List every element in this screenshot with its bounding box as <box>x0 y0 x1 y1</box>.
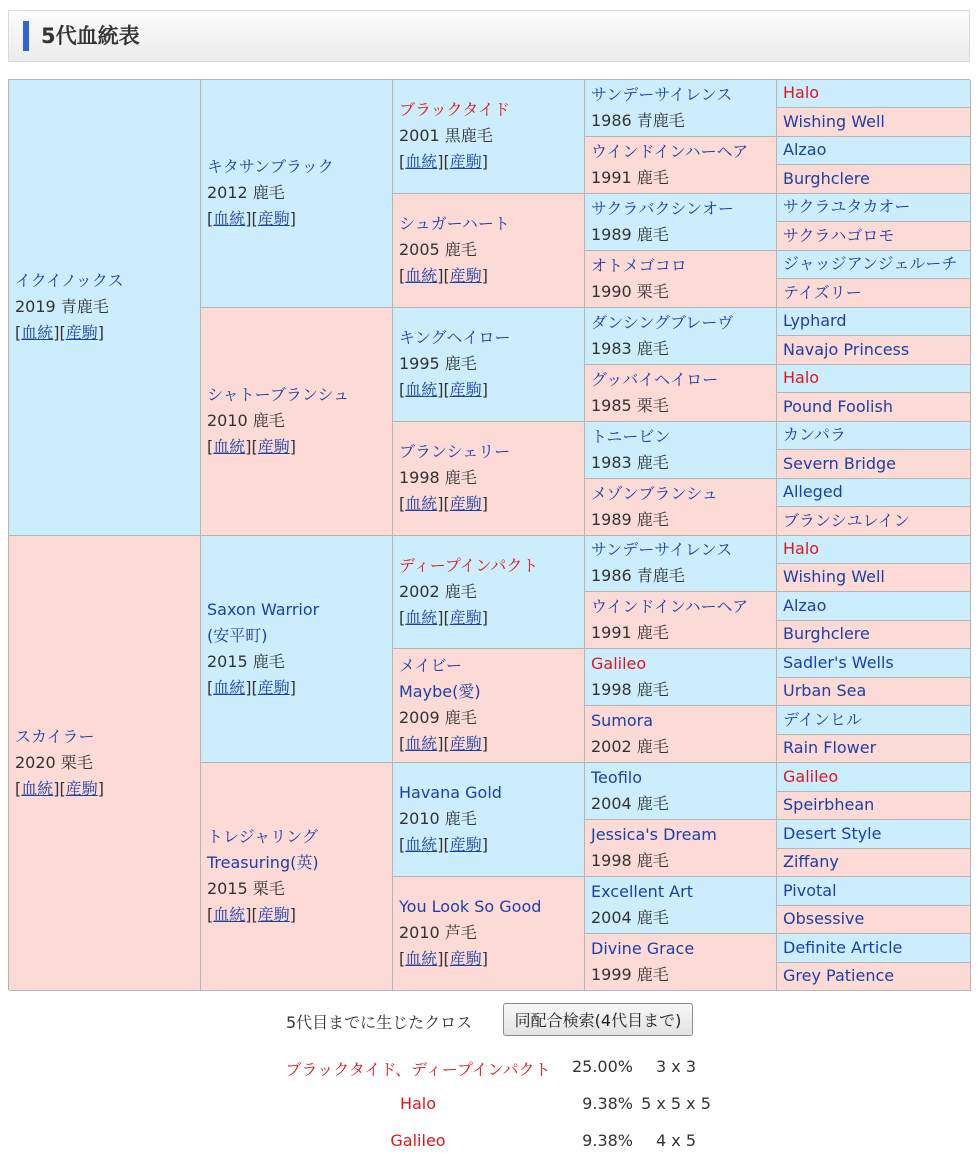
horse-name-link[interactable]: メイビー <box>399 656 463 675</box>
pedigree-cell-gen5 <box>777 735 971 763</box>
offspring-link[interactable]: 産駒 <box>449 266 482 285</box>
horse-name-link[interactable]: Definite Article <box>783 938 903 957</box>
horse-name-link[interactable]: Halo <box>783 368 820 387</box>
horse-info: 2005 鹿毛 <box>399 240 477 259</box>
horse-name-link[interactable]: キングヘイロー <box>399 328 511 347</box>
page-title: 5代血統表 <box>41 24 140 48</box>
horse-name-link[interactable]: Havana Gold <box>399 783 502 802</box>
horse-name-sub[interactable]: Maybe(愛) <box>399 682 481 701</box>
same-breeding-search-button[interactable]: 同配合検索(4代目まで) <box>503 1003 693 1036</box>
pedigree-link[interactable]: 血統 <box>21 779 54 798</box>
pedigree-cell-gen5 <box>777 763 971 792</box>
horse-info: 2002 鹿毛 <box>591 737 669 756</box>
pedigree-cell-gen5 <box>777 137 971 165</box>
offspring-link[interactable]: 産駒 <box>449 152 482 171</box>
pedigree-cell-gen4 <box>585 536 777 592</box>
section-header <box>8 10 970 62</box>
horse-name-link[interactable]: サンデーサイレンス <box>591 85 733 104</box>
pedigree-cell-gen5 <box>777 621 971 649</box>
horse-info: 2010 鹿毛 <box>399 809 477 828</box>
horse-name-link[interactable]: Halo <box>783 83 820 102</box>
cross-percentage: 9.38% <box>582 1094 633 1113</box>
pedigree-cell-gen4 <box>585 308 777 365</box>
horse-info: 2010 芦毛 <box>399 923 477 942</box>
horse-info: 2004 鹿毛 <box>591 908 669 927</box>
horse-name-link[interactable]: Sumora <box>591 711 654 730</box>
offspring-link[interactable]: 産駒 <box>65 779 98 798</box>
horse-name-link[interactable]: Pound Foolish <box>783 397 893 416</box>
horse-name-link[interactable]: You Look So Good <box>399 897 542 916</box>
horse-name-link[interactable]: トニービン <box>591 427 671 446</box>
pedigree-cell-gen5 <box>777 792 971 820</box>
pedigree-cell-gen3 <box>393 877 585 991</box>
pedigree-cell-gen5 <box>777 963 971 991</box>
horse-name-link[interactable]: デインヒル <box>783 710 862 729</box>
horse-name-link[interactable]: Obsessive <box>783 909 865 928</box>
offspring-link[interactable]: 産駒 <box>449 608 482 627</box>
horse-info: 2020 栗毛 <box>15 753 93 772</box>
horse-name-link[interactable]: Speirbhean <box>783 795 875 814</box>
horse-name-link[interactable]: トレジャリング <box>207 827 318 846</box>
cross-pattern: 4 x 5 <box>656 1131 696 1150</box>
offspring-link[interactable]: 産駒 <box>449 494 482 513</box>
horse-name-link[interactable]: Wishing Well <box>783 567 885 586</box>
horse-name-link[interactable]: ブラックタイド <box>399 100 511 119</box>
cross-pattern: 3 x 3 <box>656 1057 696 1076</box>
horse-name-link[interactable]: メゾンブランシュ <box>591 484 718 503</box>
horse-name-link[interactable]: Sadler's Wells <box>783 653 894 672</box>
horse-name-link[interactable]: Saxon Warrior <box>207 600 320 619</box>
pedigree-cell-gen5 <box>777 906 971 934</box>
cross-horse-link[interactable]: ブラックタイド、ディープインパクト <box>285 1060 551 1079</box>
horse-links: [血統][産駒] <box>399 949 489 968</box>
horse-info: 1986 青鹿毛 <box>591 111 685 130</box>
pedigree-cell-gen4 <box>585 365 777 422</box>
horse-name-link[interactable]: スカイラー <box>15 727 95 746</box>
pedigree-cell-gen5 <box>777 678 971 706</box>
pedigree-cell-gen2 <box>201 308 393 536</box>
pedigree-cell-gen5 <box>777 422 971 450</box>
offspring-link[interactable]: 産駒 <box>449 734 482 753</box>
cross-label: 5代目までに生じたクロス <box>286 1013 473 1032</box>
horse-info: 2010 鹿毛 <box>207 411 285 430</box>
horse-name-link[interactable]: Halo <box>783 539 820 558</box>
pedigree-cell-gen5 <box>777 536 971 564</box>
horse-info: 2004 鹿毛 <box>591 794 669 813</box>
pedigree-cell-gen5 <box>777 564 971 592</box>
horse-name-link[interactable]: Jessica's Dream <box>591 825 717 844</box>
pedigree-link[interactable]: 血統 <box>21 323 54 342</box>
horse-links: [血統][産駒] <box>207 209 297 228</box>
pedigree-cell-gen4 <box>585 649 777 706</box>
pedigree-cell-gen3 <box>393 194 585 308</box>
horse-links: [血統][産駒] <box>207 678 297 697</box>
pedigree-cell-gen2 <box>201 536 393 763</box>
pedigree-cell-gen5 <box>777 308 971 336</box>
horse-name-link[interactable]: Urban Sea <box>783 681 867 700</box>
pedigree-cell-gen4 <box>585 422 777 479</box>
horse-info: 1991 鹿毛 <box>591 168 669 187</box>
horse-name-sub[interactable]: (安平町) <box>207 626 268 645</box>
horse-info: 1998 鹿毛 <box>399 468 477 487</box>
cross-percentage: 25.00% <box>571 1057 633 1076</box>
pedigree-link[interactable]: 血統 <box>405 380 438 399</box>
horse-info: 2009 鹿毛 <box>399 708 477 727</box>
pedigree-link[interactable]: 血統 <box>405 734 438 753</box>
pedigree-cell-gen4 <box>585 137 777 194</box>
horse-info: 1998 鹿毛 <box>591 851 669 870</box>
pedigree-cell-gen1 <box>9 80 201 536</box>
horse-name-link[interactable]: Lyphard <box>783 311 847 330</box>
cross-percentage: 9.38% <box>582 1131 633 1150</box>
pedigree-cell-gen5 <box>777 877 971 906</box>
horse-name-link[interactable]: サンデーサイレンス <box>591 540 733 559</box>
pedigree-cell-gen5 <box>777 393 971 422</box>
pedigree-cell-gen3 <box>393 763 585 877</box>
horse-links: [血統][産駒] <box>399 835 489 854</box>
horse-name-link[interactable]: Ziffany <box>783 852 839 871</box>
pedigree-link[interactable]: 血統 <box>405 949 438 968</box>
pedigree-cell-gen4 <box>585 80 777 137</box>
horse-info: 2012 鹿毛 <box>207 183 285 202</box>
pedigree-link[interactable]: 血統 <box>405 608 438 627</box>
pedigree-cell-gen4 <box>585 763 777 820</box>
pedigree-cell-gen5 <box>777 251 971 279</box>
horse-name-link[interactable]: Grey Patience <box>783 966 895 985</box>
horse-links: [血統][産駒] <box>207 905 297 924</box>
horse-name-link[interactable]: Pivotal <box>783 881 837 900</box>
horse-name-link[interactable]: テイズリー <box>783 283 862 302</box>
pedigree-cell-gen2 <box>201 763 393 991</box>
offspring-link[interactable]: 産駒 <box>257 905 290 924</box>
pedigree-cell-gen3 <box>393 422 585 536</box>
horse-info: 2002 鹿毛 <box>399 582 477 601</box>
pedigree-cell-gen3 <box>393 536 585 649</box>
horse-links: [血統][産駒] <box>399 380 489 399</box>
horse-info: 2015 鹿毛 <box>207 652 285 671</box>
horse-name-link[interactable]: Desert Style <box>783 824 882 843</box>
cross-horse-link[interactable]: Galileo <box>390 1131 446 1150</box>
pedigree-cell-gen5 <box>777 165 971 194</box>
horse-name-link[interactable]: ダンシングブレーヴ <box>591 313 734 332</box>
offspring-link[interactable]: 産駒 <box>257 678 290 697</box>
horse-links: [血統][産駒] <box>15 323 105 342</box>
horse-name-link[interactable]: Severn Bridge <box>783 454 896 473</box>
pedigree-cell-gen5 <box>777 849 971 877</box>
horse-info: 1991 鹿毛 <box>591 623 669 642</box>
horse-info: 2019 青鹿毛 <box>15 297 109 316</box>
pedigree-cell-gen3 <box>393 308 585 422</box>
horse-info: 2015 栗毛 <box>207 879 285 898</box>
pedigree-cell-gen3 <box>393 80 585 194</box>
pedigree-link[interactable]: 血統 <box>213 905 246 924</box>
pedigree-cell-gen5 <box>777 222 971 251</box>
pedigree-cell-gen4 <box>585 820 777 877</box>
pedigree-link[interactable]: 血統 <box>213 678 246 697</box>
pedigree-cell-gen4 <box>585 194 777 251</box>
horse-name-link[interactable]: ジャッジアンジェルーチ <box>783 254 958 273</box>
horse-name-link[interactable]: Navajo Princess <box>783 340 910 359</box>
pedigree-cell-gen4 <box>585 934 777 991</box>
offspring-link[interactable]: 産駒 <box>257 437 290 456</box>
pedigree-table <box>8 79 970 990</box>
horse-links: [血統][産駒] <box>15 779 105 798</box>
horse-name-link[interactable]: サクラユタカオー <box>783 197 911 216</box>
pedigree-cell-gen5 <box>777 934 971 963</box>
horse-name-link[interactable]: Alleged <box>783 482 843 501</box>
horse-name-link[interactable]: ディープインパクト <box>399 556 539 575</box>
horse-name-link[interactable]: Galileo <box>591 654 647 673</box>
pedigree-cell-gen5 <box>777 279 971 308</box>
offspring-link[interactable]: 産駒 <box>449 380 482 399</box>
horse-info: 1983 鹿毛 <box>591 453 669 472</box>
horse-info: 1989 鹿毛 <box>591 225 669 244</box>
horse-name-link[interactable]: Burghclere <box>783 624 870 643</box>
horse-name-link[interactable]: ウインドインハーヘア <box>591 597 749 616</box>
pedigree-cell-gen5 <box>777 194 971 222</box>
horse-info: 1986 青鹿毛 <box>591 566 685 585</box>
header-accent-bar <box>23 21 29 51</box>
horse-info: 1998 鹿毛 <box>591 680 669 699</box>
horse-name-link[interactable]: サクラバクシンオー <box>591 199 734 218</box>
horse-info: 1995 鹿毛 <box>399 354 477 373</box>
horse-name-link[interactable]: Teofilo <box>591 768 642 787</box>
horse-info: 1983 鹿毛 <box>591 339 669 358</box>
horse-name-link[interactable]: ブランシェリー <box>399 442 511 461</box>
horse-info: 1990 栗毛 <box>591 282 669 301</box>
pedigree-cell-gen1 <box>9 536 201 991</box>
pedigree-cell-gen4 <box>585 877 777 934</box>
horse-name-link[interactable]: ブランシユレイン <box>783 511 910 530</box>
pedigree-cell-gen2 <box>201 80 393 308</box>
offspring-link[interactable]: 産駒 <box>257 209 290 228</box>
horse-links: [血統][産駒] <box>399 608 489 627</box>
horse-name-link[interactable]: グッバイヘイロー <box>591 370 719 389</box>
horse-name-link[interactable]: Alzao <box>783 140 827 159</box>
horse-info: 1989 鹿毛 <box>591 510 669 529</box>
horse-links: [血統][産駒] <box>399 494 489 513</box>
pedigree-link[interactable]: 血統 <box>213 437 246 456</box>
offspring-link[interactable]: 産駒 <box>65 323 98 342</box>
horse-name-link[interactable]: Alzao <box>783 596 827 615</box>
horse-info: 1999 鹿毛 <box>591 965 669 984</box>
horse-links: [血統][産駒] <box>399 734 489 753</box>
pedigree-cell-gen4 <box>585 592 777 649</box>
horse-name-link[interactable]: カンパラ <box>783 425 846 444</box>
pedigree-cell-gen3 <box>393 649 585 763</box>
pedigree-link[interactable]: 血統 <box>405 152 438 171</box>
horse-links: [血統][産駒] <box>399 152 489 171</box>
horse-name-link[interactable]: Rain Flower <box>783 738 877 757</box>
pedigree-cell-gen4 <box>585 706 777 763</box>
pedigree-cell-gen5 <box>777 507 971 536</box>
horse-links: [血統][産駒] <box>399 266 489 285</box>
pedigree-link[interactable]: 血統 <box>405 835 438 854</box>
pedigree-cell-gen5 <box>777 336 971 365</box>
pedigree-cell-gen5 <box>777 592 971 621</box>
horse-name-link[interactable]: ウインドインハーヘア <box>591 142 749 161</box>
pedigree-cell-gen5 <box>777 649 971 678</box>
horse-name-link[interactable]: シュガーハート <box>399 214 510 233</box>
pedigree-link[interactable]: 血統 <box>405 266 438 285</box>
horse-name-link[interactable]: サクラハゴロモ <box>783 226 895 245</box>
horse-name-link[interactable]: イクイノックス <box>15 271 124 290</box>
horse-info: 1985 栗毛 <box>591 396 669 415</box>
pedigree-cell-gen5 <box>777 820 971 849</box>
cross-horse-link[interactable]: Halo <box>399 1094 437 1113</box>
horse-info: 2001 黒鹿毛 <box>399 126 493 145</box>
horse-name-sub[interactable]: Treasuring(英) <box>207 853 319 872</box>
pedigree-cell-gen4 <box>585 479 777 536</box>
horse-name-link[interactable]: Burghclere <box>783 169 870 188</box>
pedigree-cell-gen5 <box>777 80 971 108</box>
horse-name-link[interactable]: Wishing Well <box>783 112 885 131</box>
horse-name-link[interactable]: オトメゴコロ <box>591 256 687 275</box>
pedigree-link[interactable]: 血統 <box>405 494 438 513</box>
pedigree-link[interactable]: 血統 <box>213 209 246 228</box>
horse-name-link[interactable]: キタサンブラック <box>207 157 334 176</box>
pedigree-cell-gen5 <box>777 365 971 393</box>
horse-name-link[interactable]: シャトーブランシュ <box>207 385 350 404</box>
offspring-link[interactable]: 産駒 <box>449 949 482 968</box>
offspring-link[interactable]: 産駒 <box>449 835 482 854</box>
cross-pattern: 5 x 5 x 5 <box>641 1094 711 1113</box>
pedigree-cell-gen5 <box>777 479 971 507</box>
horse-name-link[interactable]: Divine Grace <box>591 939 695 958</box>
horse-links: [血統][産駒] <box>207 437 297 456</box>
pedigree-cell-gen5 <box>777 108 971 137</box>
horse-name-link[interactable]: Excellent Art <box>591 882 693 901</box>
pedigree-cell-gen5 <box>777 450 971 479</box>
pedigree-cell-gen5 <box>777 706 971 735</box>
pedigree-cell-gen4 <box>585 251 777 308</box>
horse-name-link[interactable]: Galileo <box>783 767 839 786</box>
